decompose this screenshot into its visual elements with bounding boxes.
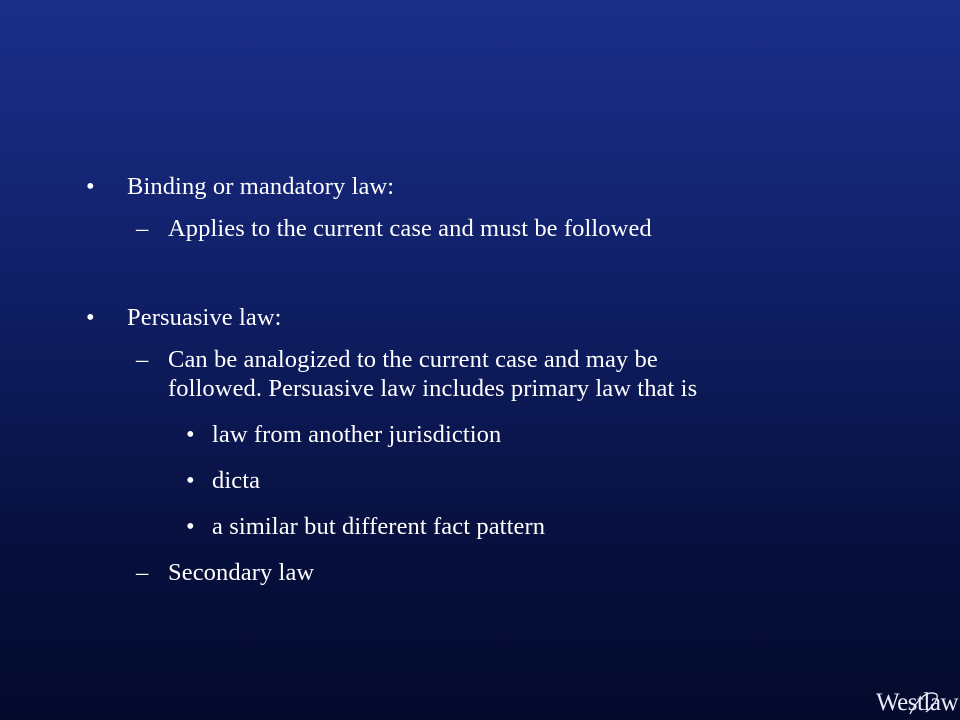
subbullet-text: Applies to the current case and must be followed	[168, 215, 652, 242]
bullet-marker: •	[186, 467, 195, 494]
subsubbullet-text: law from another jurisdiction	[212, 421, 502, 448]
bullet-marker: •	[186, 513, 195, 540]
slide-content	[86, 172, 906, 587]
bullet-text: Binding or mandatory law:	[127, 173, 395, 200]
subbullet-text-line1: Can be analogized to the current case and may be	[168, 346, 658, 373]
subsubbullet-text: dicta	[212, 467, 261, 494]
subbullet-applies	[86, 214, 906, 243]
bullet-binding-law	[86, 172, 906, 201]
westlaw-logo	[870, 684, 960, 720]
subsubbullet-fact-pattern	[86, 512, 906, 541]
subbullet-text-line2: followed. Persuasive law includes primary law that is	[168, 375, 698, 402]
bullet-persuasive-law	[86, 303, 906, 332]
dash-marker: –	[136, 215, 149, 242]
bullet-marker: •	[186, 421, 195, 448]
subbullet-secondary-law	[86, 558, 906, 587]
bullet-text: Persuasive law:	[127, 304, 282, 331]
subsubbullet-text: a similar but different fact pattern	[212, 513, 546, 540]
dash-marker: –	[136, 559, 149, 586]
westlaw-logo-text: Westlaw	[876, 689, 958, 716]
subbullet-analogized	[86, 345, 906, 403]
subsubbullet-jurisdiction	[86, 420, 906, 449]
subbullet-text: Secondary law	[168, 559, 315, 586]
subsubbullet-dicta	[86, 466, 906, 495]
dash-marker: –	[136, 346, 149, 373]
bullet-marker: •	[86, 173, 95, 200]
bullet-marker: •	[86, 304, 95, 331]
